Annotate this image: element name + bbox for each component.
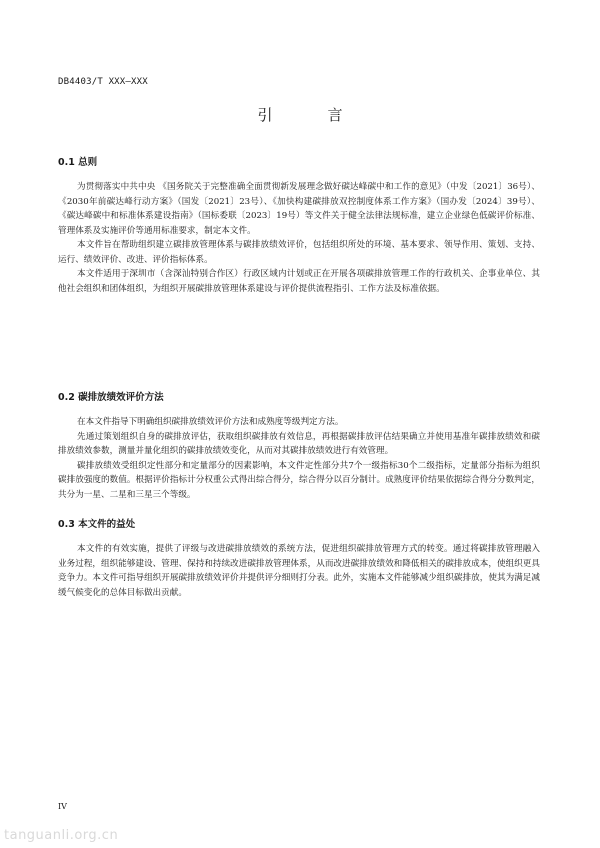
- section-evaluation-method: [58, 389, 540, 502]
- section-general: [58, 154, 540, 296]
- paragraph: 碳排放绩效受组织定性部分和定量部分的因素影响，本文件定性部分共7个一级指标30个二级指标，定量部分指标为组织碳排放强度的数值。根据评价指标计分权重公式得出综合得分，综合得分以百分制计。成熟度评价结果依据综合得分分数判定，共分为一星、二星和三星三个等级。: [58, 460, 540, 500]
- page-title: 引 言: [257, 106, 363, 124]
- paragraph: 本文件旨在帮助组织建立碳排放管理体系与碳排放绩效评价，包括组织所处的环境、基本要求、领导作用、策划、支持、运行、绩效评价、改进、评价指标体系。: [58, 240, 540, 265]
- paragraph: 本文件适用于深圳市（含深汕特别合作区）行政区域内计划或正在开展各项碳排放管理工作的行政机关、企事业单位、其他社会组织和团体组织，为组织开展碳排放管理体系建设与评价提供流程指引、工作方法及标准依据。: [58, 269, 540, 294]
- document-code: DB4403/T XXX—XXX: [58, 77, 148, 87]
- paragraph: 本文件的有效实施，提供了评级与改进碳排放绩效的系统方法，促进组织碳排放管理方式的转变。通过将碳排放管理融入业务过程，组织能够建设、管理、保持和持续改进碳排放管理体系，从而改进碳排放绩效和降低相关的碳排放成本，使组织更具竞争力。本文件可指导组织开展碳排放绩效评价并提供评分细则打分表。此外，实施本文件能够减少组织碳排放，使其为满足减缓气候变化的总体目标做出贡献。: [58, 544, 540, 598]
- paragraph: 在本文件指导下明确组织碳排放绩效评价方法和成熟度等级判定方法。: [77, 417, 344, 427]
- paragraph: 先通过策划组织自身的碳排放评估，获取组织碳排放有效信息，再根据碳排放评估结果确立并使用基准年碳排放绩效和碳排放绩效参数，测量并量化组织的碳排放绩效变化，从而对其碳排放绩效进行有效管理。: [58, 431, 540, 456]
- section-heading: 0.1 总则: [58, 157, 98, 168]
- watermark: tanguanli.org.cn: [4, 828, 119, 843]
- section-heading: 0.3 本文件的益处: [58, 519, 136, 530]
- page-number: IV: [58, 802, 67, 811]
- section-benefits: [58, 516, 540, 600]
- section-heading: 0.2 碳排放绩效评价方法: [58, 392, 164, 403]
- paragraph: 为贯彻落实中共中央 《国务院关于完整准确全面贯彻新发展理念做好碳达峰碳中和工作的意见》（中发〔2021〕36号）、《2030年前碳达峰行动方案》（国发〔2021〕23号）、《加快构建碳排放双控制度体系工作方案》（国办发〔2024〕39号）、《碳达峰碳中和标准体系建设指南》（国标委联〔2023〕19号）等文件关于健全法律法规标准，建立企业绿色低碳评价标准、管理体系及实施评价等通用标准要求，制定本文件。: [58, 182, 540, 236]
